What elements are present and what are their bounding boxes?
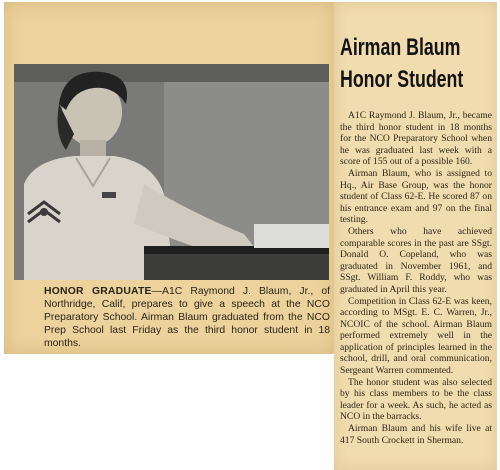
- headline-line-1: Airman Blaum: [340, 34, 461, 61]
- caption-text: —A1C Raymond J. Blaum, Jr., of Northridge, Calif, prepares to give a speech at the NCO Preparatory School. Airman Blaum graduated from the NCO Prep School last Friday as the third honor student in 18 months.: [44, 286, 330, 349]
- headline-line-2: Honor Student: [340, 66, 464, 93]
- article-clipping: [334, 2, 497, 470]
- article-paragraph: Airman Blaum, who is assigned to Hq., Air Base Group, was the honor student of Class 62-E. He scored 87 on his entrance exam and 97 on the final testing.: [340, 167, 492, 226]
- honor-graduate-photo: [14, 64, 329, 280]
- caption-lead: HONOR GRADUATE: [44, 286, 152, 297]
- article-paragraph: A1C Raymond J. Blaum, Jr., became the third honor student in 18 months for the NCO Preparatory School when he was graduated last week with a score of 155 out of a possible 160.: [340, 110, 492, 168]
- article-body: [340, 110, 492, 446]
- article-paragraph: Others who have achieved comparable scores in the past are SSgt. Donald O. Copeland, who was graduated in November 1961, and SSgt. William F. Roddy, who was graduated in April this year.: [340, 225, 492, 295]
- article-paragraph: Airman Blaum and his wife live at 417 South Crockett in Sherman.: [340, 423, 492, 446]
- reverse-side-bleed-through: [244, 6, 334, 44]
- article-paragraph: Competition in Class 62-E was keen, according to MSgt. E. C. Warren, Jr., NCOIC of the school. Airman Blaum performed extremely well in the application of principles learned in the school, drill, and oral communication, Sergeant Warren commented.: [340, 295, 492, 377]
- photo-clipping: [4, 2, 334, 354]
- photo-caption: [44, 285, 330, 350]
- article-paragraph: The honor student was also selected by his class members to be the class leader for a week. As such, he acted as NCO in the barracks.: [340, 376, 492, 423]
- article-headline: [340, 32, 464, 96]
